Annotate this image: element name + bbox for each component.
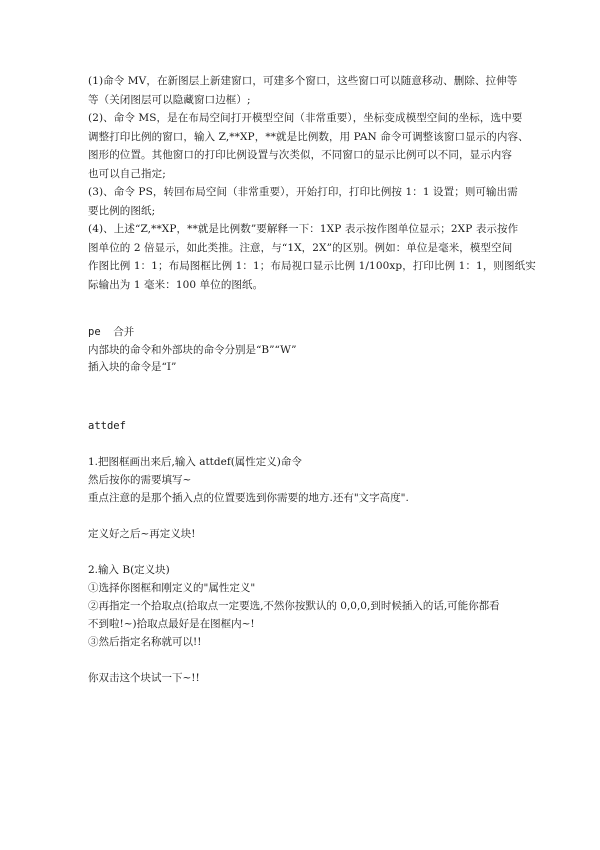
step1-note: 定义好之后~再定义块!	[88, 527, 196, 540]
text-line: 际输出为 1 毫米：100 单位的图纸。	[88, 278, 264, 291]
text-line: 要比例的图纸;	[88, 204, 156, 217]
text-line: (3)、命令 PS，转回布局空间（非常重要），开始打印，打印比例按 1：1 设置；则可输出需	[88, 186, 518, 198]
text-line: (1)命令 MV，在新图层上新建窗口，可建多个窗口，这些窗口可以随意移动、删除、拉伸等	[88, 75, 518, 87]
block-commands-section	[88, 324, 528, 377]
text-line: 插入块的命令是“I”	[88, 361, 177, 373]
attdef-heading: attdef	[88, 419, 126, 432]
attdef-section	[88, 417, 528, 687]
text-line: 重点注意的是那个插入点的位置要选到你需要的地方.还有"文字高度".	[88, 491, 409, 504]
text-line: (2)、命令 MS，是在布局空间打开模型空间（非常重要），坐标变成模型空间的坐标，选中要	[88, 112, 523, 124]
text-line: 图形的位置。其他窗口的打印比例设置与次类似，不同窗口的显示比例可以不同，显示内容	[88, 149, 512, 161]
text-line: 也可以自己指定;	[88, 167, 166, 180]
step1-title: 1.把图框画出来后,输入 attdef(属性定义)命令	[88, 455, 302, 468]
text-line: (4)、上述“Z,**XP，**就是比例数”要解释一下：1XP 表示按作图单位显示；2XP 表示按作	[88, 223, 519, 235]
text-line: 然后按你的需要填写~	[88, 473, 192, 486]
pe-merge-title: pe 合并	[88, 326, 135, 338]
step2-title: 2.输入 B(定义块)	[88, 563, 170, 576]
document-page	[88, 72, 536, 687]
text-line: 图单位的 2 倍显示，如此类推。注意，与“1X，2X”的区别。例如：单位是毫米，模型空间	[88, 241, 513, 254]
text-line: 等（关闭图层可以隐藏窗口边框）;	[88, 93, 251, 106]
layout-viewport-instructions	[88, 72, 536, 294]
text-line: ①选择你图框和刚定义的"属性定义"	[88, 581, 256, 594]
text-line: 作图比例 1：1；布局图框比例 1：1；布局视口显示比例 1/100xp，打印比例 1：1，则图纸实	[88, 260, 536, 272]
text-line: 内部块的命令和外部块的命令分别是“B”“W”	[88, 343, 297, 356]
closing-line: 你双击这个块试一下~!!	[88, 671, 200, 684]
text-line: ③然后指定名称就可以!!	[88, 635, 202, 648]
text-line: 调整打印比例的窗口，输入 Z,**XP，**就是比例数，用 PAN 命令可调整该窗口显示的内容、	[88, 130, 529, 143]
text-line: 不到啦!~)拾取点最好是在图框内~!	[88, 617, 255, 630]
text-line: ②再指定一个拾取点(拾取点一定要选,不然你按默认的 0,0,0,到时候插入的话,可能你都看	[88, 599, 500, 612]
